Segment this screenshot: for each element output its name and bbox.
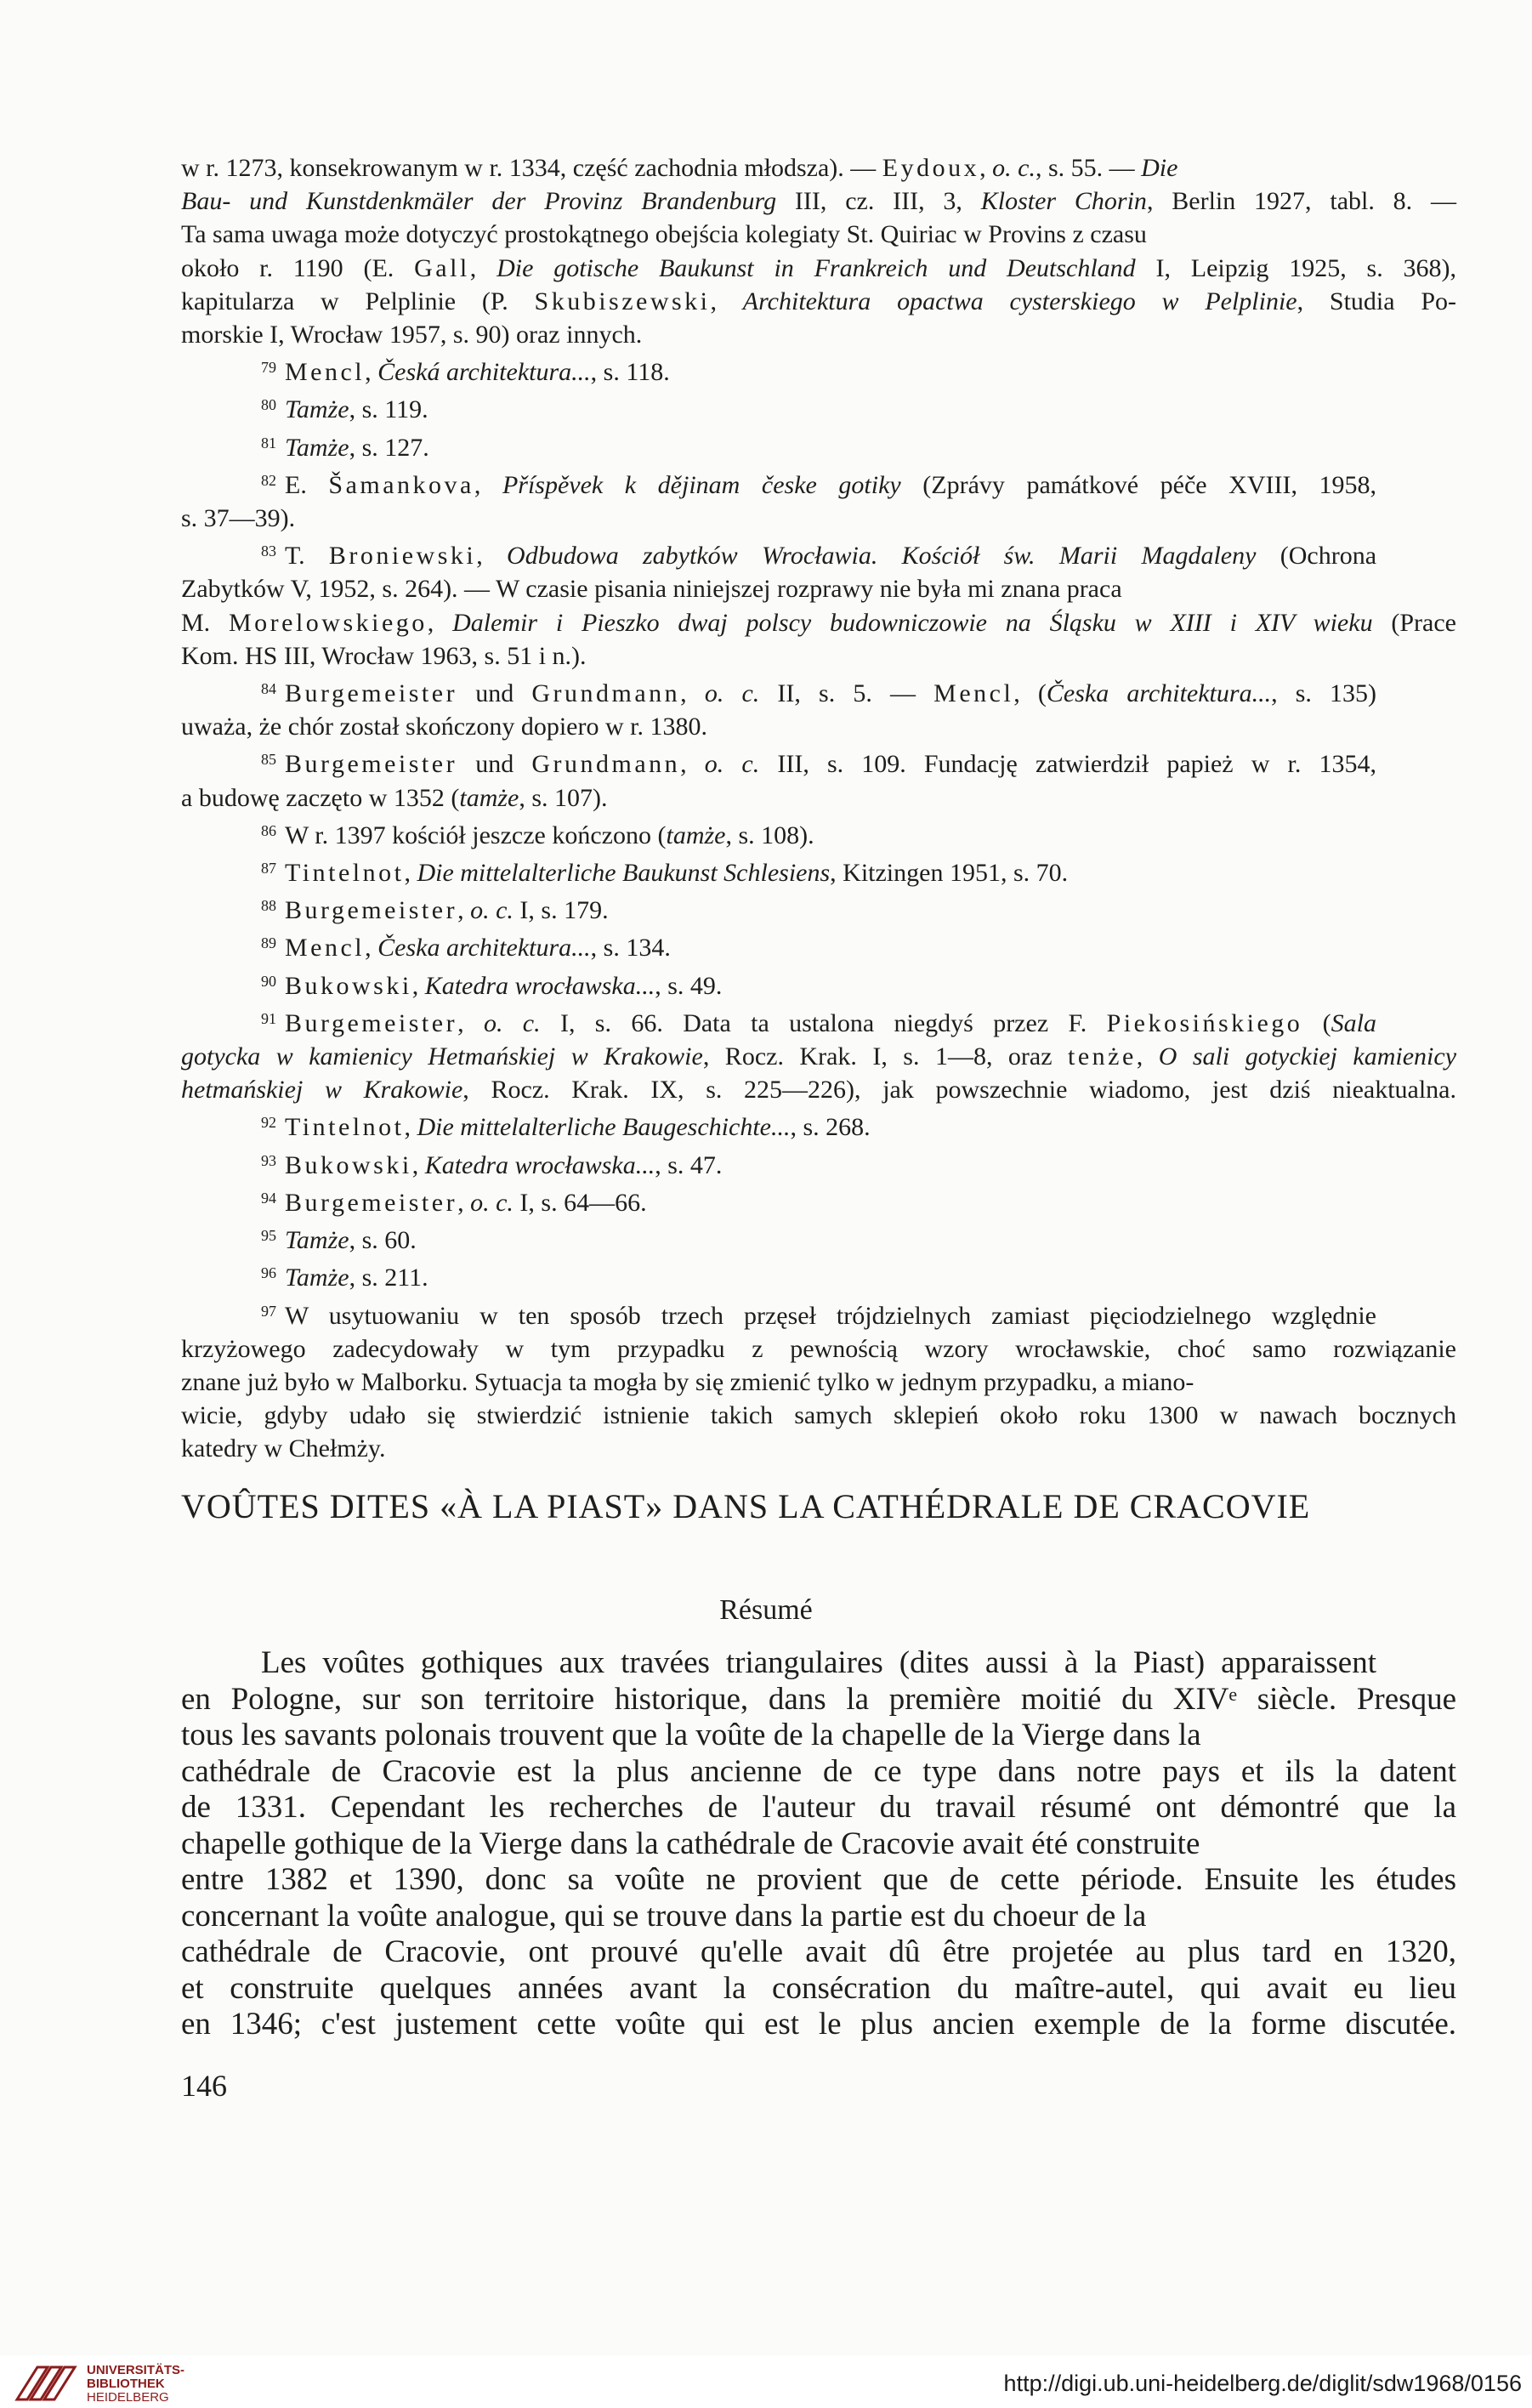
resume-line: cathédrale de Cracovie, ont prouvé qu'elle avait dû être projetée au plus tard en 1320,: [181, 1934, 1456, 1969]
footnote-line: [181, 285, 1456, 318]
footnote-text: o. c.: [470, 1188, 514, 1217]
footnote-92: [181, 1106, 1456, 1144]
footnote-line: [181, 218, 1456, 251]
footnote-number: 80: [261, 396, 276, 414]
footnote-text: , s. 268.: [790, 1113, 871, 1142]
footnote-line: [181, 889, 1456, 927]
library-name-line2: BIBLIOTHEK: [87, 2377, 165, 2391]
footnote-text: o. c.: [704, 679, 760, 708]
footnote-text: o. c.: [483, 1008, 541, 1037]
library-name: [87, 2364, 184, 2405]
footnote-number: 95: [261, 1227, 276, 1245]
footnote-text: , (: [1013, 679, 1047, 708]
footnote-82: [181, 464, 1456, 535]
footnote-84: [181, 673, 1456, 743]
library-logo-icon: [12, 2362, 82, 2403]
resume-line: en 1346; c'est justement cette voûte qui est le plus ancien exemple de la forme discutée.: [181, 2007, 1456, 2042]
resume-line: entre 1382 et 1390, donc sa voûte ne provient que de cette période. Ensuite les études: [181, 1862, 1456, 1897]
footnote-text: Kom. HS III, Wrocław 1963, s. 51 i n.).: [181, 641, 587, 670]
footnote-text: o. c.: [704, 750, 760, 779]
footnote-line: [181, 1219, 1456, 1257]
library-name-line3: HEIDELBERG: [87, 2390, 169, 2405]
footnote-line: [181, 1144, 1456, 1182]
footnote-text: I, Leipzig 1925, s. 368),: [1135, 253, 1457, 282]
footnote-line: [181, 1257, 1456, 1294]
footnote-text: morskie I, Wrocław 1957, s. 90) oraz innych.: [181, 321, 643, 349]
footnote-text: Burgemeister: [285, 679, 458, 708]
footnote-line: [181, 318, 1456, 351]
footnote-97: [181, 1295, 1456, 1466]
footnote-line: [181, 743, 1456, 781]
footnote-text: o. c.: [992, 154, 1036, 182]
footnote-line: [181, 1182, 1456, 1219]
resume-line: et construite quelques années avant la consécration du maître-autel, qui avait eu lieu: [181, 1970, 1456, 2006]
footnote-text: Eydoux: [882, 154, 980, 182]
footnote-94: [181, 1182, 1456, 1219]
footnote-text: Odbudowa zabytków Wrocławia. Kościół św. Marii Magdaleny: [507, 542, 1257, 571]
footnote-text: und: [457, 679, 532, 708]
footnote-text: Zabytków V, 1952, s. 264). — W czasie pisania niniejszej rozprawy nie była mi znana praca: [181, 575, 1122, 604]
footnote-text: Grundmann: [531, 750, 681, 779]
footnote-text: Dalemir i Pieszko dwaj polscy budowniczowie na Śląsku w XIII i XIV wieku: [452, 608, 1373, 637]
footnote-number: 82: [261, 471, 276, 489]
footnote-text: Česká architektura...: [377, 358, 591, 387]
footnote-number: 88: [261, 897, 276, 915]
footnote-text: hetmańskiej w Krakowie: [181, 1076, 463, 1105]
footnote-text: ,: [457, 1188, 471, 1217]
footnote-text: Skubiszewski: [534, 287, 711, 315]
resume-line: concernant la voûte analogue, qui se trouve dans la partie est du choeur de la: [181, 1898, 1147, 1934]
page-url-link[interactable]: http://digi.ub.uni-heidelberg.de/diglit/sdw1968/0156: [1003, 2371, 1522, 2396]
footnote-91: [181, 1002, 1456, 1107]
footnote-line: [181, 815, 1456, 852]
footnote-text: ,: [1136, 1042, 1159, 1071]
footnote-text: wicie, gdyby udało się stwierdzić istnienie takich samych sklepień około roku 1300 w nawach bocznych: [181, 1401, 1456, 1430]
footnote-text: E.: [285, 470, 329, 499]
footnote-text: Die mittelalterliche Baukunst Schlesiens: [417, 859, 831, 888]
footnote-81: [181, 427, 1456, 464]
footnote-text: ,: [411, 1150, 425, 1179]
footnote-text: Morelowskiego: [228, 608, 428, 637]
footnote-text: s. 37—39).: [181, 504, 296, 533]
footnote-text: Burgemeister: [285, 896, 458, 925]
footnote-text: Mencl: [285, 358, 366, 387]
footnote-text: ,: [469, 253, 497, 282]
footnote-text: , Rocz. Krak. I, s. 1—8, oraz: [702, 1042, 1068, 1071]
footnote-text: Die: [1141, 154, 1178, 182]
footnote-text: , Studia Po-: [1297, 287, 1457, 315]
footnote-text: Mencl: [933, 679, 1014, 708]
footnote-number: 96: [261, 1264, 276, 1282]
footnote-number: 81: [261, 434, 276, 452]
footnote-line: [181, 673, 1456, 710]
footnote-text: Mencl: [285, 934, 366, 963]
footnote-87: [181, 852, 1456, 889]
footnote-90: [181, 965, 1456, 1002]
footnote-93: [181, 1144, 1456, 1182]
footnote-line: [181, 927, 1456, 964]
footnote-text: (: [1302, 1008, 1331, 1037]
footnote-text: uważa, że chór został skończony dopiero w r. 1380.: [181, 713, 707, 741]
footnote-text: O sali gotyckiej kamienicy: [1158, 1042, 1457, 1071]
resume-heading: Résumé: [719, 1594, 813, 1626]
footnote-line: [181, 1106, 1456, 1144]
footnote-text: I, s. 179.: [513, 896, 609, 925]
footnote-text: , s. 119.: [349, 395, 428, 424]
footnote-line: [181, 535, 1456, 572]
footnote-line: [181, 1399, 1456, 1432]
footnote-number: 97: [261, 1302, 276, 1320]
footnote-text: Katedra wrocławska...: [424, 1150, 655, 1179]
footnote-88: [181, 889, 1456, 927]
footnote-80: [181, 389, 1456, 426]
footnote-line: [181, 639, 1456, 673]
footnote-95: [181, 1219, 1456, 1257]
footnote-line: [181, 185, 1456, 218]
footnote-96: [181, 1257, 1456, 1294]
footnote-text: ,: [680, 679, 705, 708]
footnote-text: ,: [404, 859, 417, 888]
footnote-text: tamże: [666, 821, 726, 849]
footnote-text: III, cz. III, 3,: [776, 187, 981, 216]
footnote-text: tenże: [1068, 1042, 1137, 1071]
footnote-text: ,: [457, 1008, 484, 1037]
footnote-text: T.: [285, 542, 329, 571]
footnote-line: [181, 502, 1456, 535]
footnote-text: ,: [365, 934, 378, 963]
footnote-text: , s. 108).: [725, 821, 814, 849]
footnote-text: (Prace: [1372, 608, 1456, 637]
footnote-85: [181, 743, 1456, 814]
footnote-text: II, s. 5. —: [759, 679, 934, 708]
footnote-line: [181, 427, 1456, 464]
footnote-text: ,: [427, 608, 453, 637]
footnote-text: Tamże: [285, 1226, 349, 1255]
resume-line: chapelle gothique de la Vierge dans la cathédrale de Cracovie avait été construite: [181, 1826, 1200, 1861]
footnote-continuation: [181, 151, 1456, 351]
footnote-text: , s. 49.: [655, 971, 723, 1000]
footnote-text: III, s. 109. Fundację zatwierdził papież w r. 1354,: [759, 750, 1376, 779]
footnote-text: W usytuowaniu w ten sposób trzech przęseł trójdzielnych zamiast pięciodzielnego względnie: [285, 1301, 1376, 1330]
footnote-text: W r. 1397 kościół jeszcze kończono (: [285, 821, 667, 849]
footnote-text: ,: [680, 750, 705, 779]
footnote-89: [181, 927, 1456, 964]
footnote-text: , s. 127.: [349, 433, 429, 462]
footnote-text: Česka architektura...: [1046, 679, 1272, 708]
section-title: VOÛTES DITES «À LA PIAST» DANS LA CATHÉDRALE DE CRACOVIE: [181, 1487, 1311, 1525]
footnote-83: [181, 535, 1456, 673]
footnote-text: I, s. 66. Data ta ustalona niegdyś przez F.: [540, 1008, 1107, 1037]
footnote-line: [181, 464, 1456, 502]
footnotes: [181, 151, 1456, 1466]
footnote-text: Česka architektura...: [377, 934, 591, 963]
footnote-text: ,: [404, 1113, 417, 1142]
footnote-text: Piekosińskiego: [1106, 1008, 1303, 1037]
footnote-line: [181, 1040, 1456, 1073]
footnote-line: [181, 1295, 1456, 1332]
footnote-text: krzyżowego zadecydowały w tym przypadku z pewnością wzory wrocławskie, choć samo rozwiązanie: [181, 1334, 1456, 1363]
footnote-text: ,: [365, 358, 378, 387]
footnote-line: [181, 710, 1456, 743]
footnote-text: , s. 60.: [349, 1226, 417, 1255]
footnote-number: 84: [261, 680, 276, 698]
footnote-text: Tamże: [285, 395, 349, 424]
footnote-text: tamże: [459, 783, 519, 812]
footnote-number: 92: [261, 1114, 276, 1132]
footnote-text: około r. 1190 (E.: [181, 253, 415, 282]
footnote-text: Kloster Chorin: [980, 187, 1147, 216]
footnote-text: , s. 135): [1271, 679, 1377, 708]
footnote-text: ,: [979, 154, 993, 182]
footnote-text: Bukowski: [285, 971, 412, 1000]
page-number: 146: [181, 2069, 227, 2103]
footnote-text: , s. 118.: [590, 358, 670, 387]
footnote-text: w r. 1273, konsekrowanym w r. 1334, część zachodnia młodsza). —: [181, 154, 882, 182]
footnote-number: 86: [261, 821, 276, 839]
resume-line: Les voûtes gothiques aux travées triangulaires (dites aussi à la Piast) apparaissent: [261, 1645, 1376, 1680]
footnote-line: [181, 852, 1456, 889]
footnote-text: znane już było w Malborku. Sytuacja ta mogła by się zmienić tylko w jednym przypadku, a miano-: [181, 1367, 1194, 1396]
footnote-text: (Ochrona: [1256, 542, 1377, 571]
footnote-text: , s. 134.: [590, 934, 671, 963]
footnote-text: Burgemeister: [285, 750, 458, 779]
footnote-text: gotycka w kamienicy Hetmańskiej w Krakowie: [181, 1042, 703, 1071]
footnote-number: 83: [261, 542, 276, 560]
footnote-line: [181, 1332, 1456, 1366]
library-name-line1: UNIVERSITÄTS-: [87, 2363, 185, 2377]
footnote-number: 91: [261, 1009, 276, 1027]
footnote-text: (Zprávy památkové péče XVIII, 1958,: [900, 470, 1377, 499]
footnote-text: Šamankova: [328, 470, 474, 499]
resume-line: de 1331. Cependant les recherches de l'auteur du travail résumé ont démontré que la: [181, 1790, 1456, 1825]
footnote-text: kapitularza w Pelplinie (P.: [181, 287, 535, 315]
footnote-line: [181, 965, 1456, 1002]
footnote-text: , Kitzingen 1951, s. 70.: [830, 859, 1069, 888]
footnote-line: [181, 1432, 1456, 1465]
footnote-text: , s. 55. —: [1035, 154, 1142, 182]
footnote-text: I, s. 64—66.: [513, 1188, 647, 1217]
footnote-text: ,: [474, 470, 502, 499]
footnote-text: a budowę zaczęto w 1352 (: [181, 783, 460, 812]
resume-line: tous les savants polonais trouvent que la voûte de la chapelle de la Vierge dans la: [181, 1718, 1201, 1752]
resume-line: cathédrale de Cracovie est la plus ancienne de ce type dans notre pays et ils la datent: [181, 1753, 1456, 1789]
footnote-text: Architektura opactwa cysterskiego w Pelplinie: [742, 287, 1297, 315]
resume-line: en Pologne, sur son territoire historique, dans la première moitié du XIVᵉ siècle. Presque: [181, 1681, 1456, 1717]
footnote-number: 87: [261, 860, 276, 877]
footnote-text: o. c.: [470, 896, 514, 925]
footnote-text: , Rocz. Krak. IX, s. 225—226), jak powszechnie wiadomo, jest dziś nieaktualna.: [462, 1076, 1457, 1105]
footnote-text: , Berlin 1927, tabl. 8. —: [1146, 187, 1456, 216]
footnote-number: 94: [261, 1189, 276, 1207]
resume-text: [181, 1645, 1456, 2043]
footnote-text: , s. 47.: [655, 1150, 723, 1179]
footnote-line: [181, 572, 1456, 605]
footnote-line: [181, 389, 1456, 426]
footnote-text: Tamże: [285, 433, 349, 462]
footnote-79: [181, 351, 1456, 389]
footnote-text: ,: [476, 542, 508, 571]
footnote-number: 85: [261, 751, 276, 769]
footnote-text: Broniewski: [328, 542, 477, 571]
footnote-text: M.: [181, 608, 229, 637]
footnote-text: ,: [411, 971, 425, 1000]
footnote-text: Bukowski: [285, 1150, 412, 1179]
footnote-text: ,: [457, 896, 471, 925]
viewer-footer: [0, 2355, 1532, 2408]
footnote-text: Příspěvek k dějinam česke gotiky: [502, 470, 901, 499]
footnote-number: 93: [261, 1151, 276, 1169]
footnote-text: Gall: [414, 253, 470, 282]
footnote-text: Die mittelalterliche Baugeschichte...: [417, 1113, 791, 1142]
footnote-line: [181, 1002, 1456, 1040]
footnote-line: [181, 151, 1456, 185]
footnote-text: Tintelnot: [285, 859, 405, 888]
footnote-text: Tintelnot: [285, 1113, 405, 1142]
footnote-line: [181, 1366, 1456, 1399]
footnote-text: katedry w Chełmży.: [181, 1434, 386, 1463]
footnote-86: [181, 815, 1456, 852]
footnote-text: , s. 211.: [349, 1264, 428, 1292]
footnote-line: [181, 781, 1456, 815]
footnote-line: [181, 606, 1456, 639]
footnote-text: Die gotische Baukunst in Frankreich und Deutschland: [496, 253, 1136, 282]
footnote-text: ,: [710, 287, 743, 315]
footnote-text: Tamże: [285, 1264, 349, 1292]
footnote-number: 79: [261, 359, 276, 377]
footnote-text: Sala: [1331, 1008, 1376, 1037]
footnote-line: [181, 252, 1456, 285]
footnote-line: [181, 1073, 1456, 1106]
footnote-text: Grundmann: [531, 679, 681, 708]
footnote-text: Bau- und Kunstdenkmäler der Provinz Brandenburg: [181, 187, 777, 216]
footnote-line: [181, 351, 1456, 389]
footnote-number: 89: [261, 934, 276, 952]
footnote-number: 90: [261, 972, 276, 990]
footnote-text: Ta sama uwaga może dotyczyć prostokątnego obejścia kolegiaty St. Quiriac w Provins z czasu: [181, 220, 1147, 249]
footnote-text: Burgemeister: [285, 1008, 458, 1037]
footnote-text: , s. 107).: [519, 783, 608, 812]
footnote-text: und: [457, 750, 532, 779]
footnote-text: Katedra wrocławska...: [424, 971, 655, 1000]
footnote-text: Burgemeister: [285, 1188, 458, 1217]
